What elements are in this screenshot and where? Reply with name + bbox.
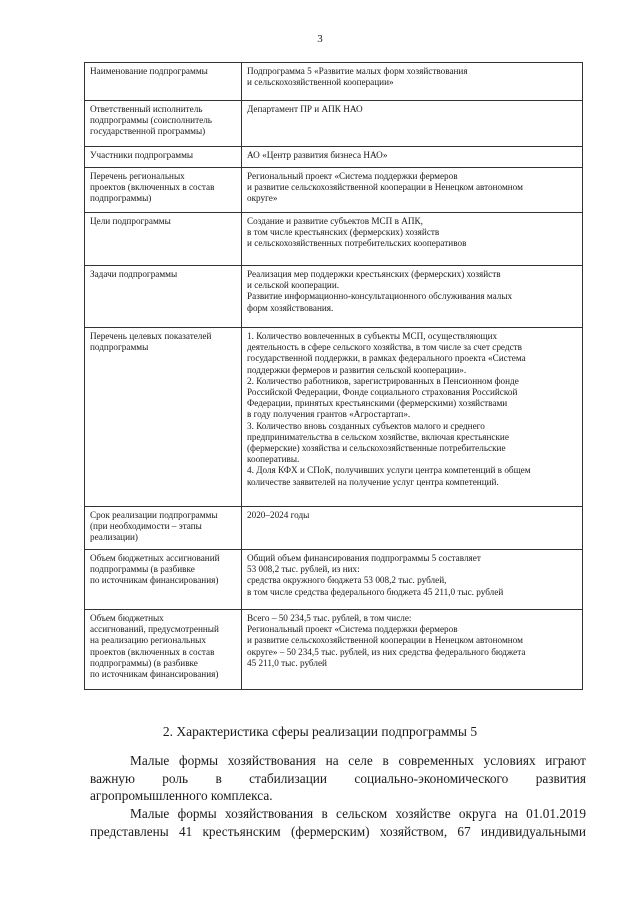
row-value-line: 3. Количество вновь созданных субъектов малого и среднего bbox=[247, 420, 485, 431]
word: округа bbox=[458, 806, 497, 821]
table-row bbox=[85, 213, 583, 266]
word: хозяйствования bbox=[227, 753, 316, 768]
word: условиях bbox=[483, 753, 536, 768]
row-label-line: ассигнований, предусмотренный bbox=[90, 624, 219, 635]
word: (фермерским) bbox=[290, 823, 370, 839]
row-value-line: поддержки фермеров и развития сельской кооперации». bbox=[247, 364, 467, 375]
row-value-line: форм хозяйствования. bbox=[247, 302, 334, 313]
row-value-line: в том числе средства федерального бюджета 45 211,0 тыс. рублей bbox=[247, 586, 504, 597]
row-value-cell bbox=[242, 168, 583, 213]
word: в bbox=[321, 806, 328, 821]
row-value-line: Федерации, принятых крестьянскими (фермерскими) хозяйствами bbox=[247, 398, 508, 409]
row-value-cell bbox=[242, 63, 583, 101]
row-label-line: Срок реализации подпрограммы bbox=[90, 510, 218, 520]
paragraph-line bbox=[90, 752, 586, 770]
row-value-line: Реализация мер поддержки крестьянских (фермерских) хозяйств bbox=[247, 269, 501, 279]
table-row bbox=[85, 328, 583, 507]
row-value-line: предпринимательства в сельском хозяйстве, включая крестьянские bbox=[247, 431, 509, 442]
row-label-cell bbox=[85, 147, 242, 168]
row-value-line: и развитие сельскохозяйственной кооперации в Ненецком автономном bbox=[247, 635, 523, 646]
row-value-line: государственной поддержки, в рамках федерального проекта «Система bbox=[247, 353, 526, 364]
row-value-line: кооперативы. bbox=[247, 454, 300, 465]
word: хозяйством, bbox=[379, 823, 448, 839]
row-value-line: 2. Количество работников, зарегистрированных в Пенсионном фонде bbox=[247, 375, 519, 386]
row-label-line: подпрограммы) bbox=[90, 193, 152, 204]
row-label-line: Перечень целевых показателей bbox=[90, 331, 212, 341]
word: развития bbox=[535, 770, 586, 786]
word: играют bbox=[545, 753, 586, 768]
row-label-line: на реализацию региональных bbox=[90, 635, 206, 646]
word: 41 bbox=[178, 823, 193, 839]
word: социально-экономического bbox=[354, 770, 509, 786]
paragraph-2 bbox=[90, 805, 586, 840]
row-label-line: Участники подпрограммы bbox=[90, 150, 194, 160]
word: хозяйстве bbox=[395, 806, 451, 821]
row-label-cell bbox=[85, 168, 242, 213]
row-value-line: количестве заявителей на получение услуг центра компетенций. bbox=[247, 476, 499, 487]
row-label-line: подпрограммы) (в разбивке bbox=[90, 657, 198, 668]
row-value-line: и сельскохозяйственной кооперации» bbox=[247, 77, 394, 88]
row-value-line: 45 211,0 тыс. рублей bbox=[247, 657, 327, 668]
row-value-cell bbox=[242, 101, 583, 147]
word: Малые bbox=[130, 753, 170, 768]
word: стабилизации bbox=[249, 770, 328, 786]
row-value-line: Региональный проект «Система поддержки фермеров bbox=[247, 624, 458, 635]
row-value-line: Всего – 50 234,5 тыс. рублей, в том числе: bbox=[247, 613, 412, 623]
word: селе bbox=[348, 753, 373, 768]
row-value-cell bbox=[242, 610, 583, 690]
row-label-cell bbox=[85, 328, 242, 507]
row-label-line: подпрограммы (в разбивке bbox=[90, 564, 195, 575]
row-label-cell bbox=[85, 63, 242, 101]
row-label-line: Цели подпрограммы bbox=[90, 216, 171, 226]
word: формы bbox=[179, 753, 219, 768]
row-value-line: 1. Количество вовлеченных в субъекты МСП, осуществляющих bbox=[247, 331, 498, 341]
row-value-line: и сельскохозяйственных потребительских кооперативов bbox=[247, 238, 467, 249]
row-label-line: проектов (включенных в состав bbox=[90, 646, 215, 657]
word: на bbox=[325, 753, 339, 768]
word: Малые bbox=[130, 806, 170, 821]
row-label-line: Объем бюджетных ассигнований bbox=[90, 553, 220, 563]
row-label-cell bbox=[85, 213, 242, 266]
row-label-cell bbox=[85, 550, 242, 610]
row-label-line: подпрограммы bbox=[90, 342, 149, 353]
word: индивидуальными bbox=[480, 823, 586, 839]
word: на bbox=[504, 806, 518, 821]
row-label-line: Наименование подпрограммы bbox=[90, 66, 208, 76]
row-value-line: Развитие информационно-консультационного обслуживания малых bbox=[247, 291, 513, 302]
row-label-cell bbox=[85, 101, 242, 147]
row-value-line: Общий объем финансирования подпрограммы 5 составляет bbox=[247, 553, 481, 563]
word: в bbox=[382, 753, 389, 768]
table-row bbox=[85, 610, 583, 690]
table-row bbox=[85, 550, 583, 610]
row-value-cell bbox=[242, 328, 583, 507]
row-value-line: 2020–2024 годы bbox=[247, 510, 310, 520]
paragraph-line bbox=[90, 787, 586, 805]
row-label-line: проектов (включенных в состав bbox=[90, 182, 215, 193]
row-value-line: Подпрограмма 5 «Развитие малых форм хозяйствования bbox=[247, 66, 468, 76]
paragraph-line bbox=[90, 823, 586, 841]
row-value-line: и развитие сельскохозяйственной кооперации в Ненецком автономном bbox=[247, 182, 523, 193]
row-value-line: 53 008,2 тыс. рублей, из них: bbox=[247, 564, 360, 575]
word: крестьянским bbox=[202, 823, 281, 839]
word: важную bbox=[90, 770, 135, 786]
word: представлены bbox=[90, 823, 169, 839]
paragraph-line bbox=[90, 805, 586, 823]
table-row bbox=[85, 147, 583, 168]
word: 01.01.2019 bbox=[526, 806, 586, 821]
row-value-line: Создание и развитие субъектов МСП в АПК, bbox=[247, 216, 423, 226]
table-row bbox=[85, 101, 583, 147]
row-label-cell bbox=[85, 610, 242, 690]
row-value-line: средства окружного бюджета 53 008,2 тыс. рублей, bbox=[247, 575, 447, 586]
row-value-line: в том числе крестьянских (фермерских) хозяйств bbox=[247, 227, 440, 238]
row-label-line: по источникам финансирования) bbox=[90, 669, 219, 680]
paragraph-1 bbox=[90, 752, 586, 805]
row-value-cell bbox=[242, 550, 583, 610]
row-value-line: (фермерские) хозяйства и сельскохозяйственные потребительские bbox=[247, 443, 506, 454]
row-label-line: Объем бюджетных bbox=[90, 613, 164, 623]
row-value-line: деятельность в сфере сельского хозяйства, в том числе за счет средств bbox=[247, 342, 522, 353]
row-value-cell bbox=[242, 147, 583, 168]
row-value-line: и сельской кооперации. bbox=[247, 280, 340, 291]
word: современных bbox=[398, 753, 474, 768]
table-row bbox=[85, 266, 583, 328]
row-value-line: Региональный проект «Система поддержки фермеров bbox=[247, 171, 458, 181]
word: в bbox=[215, 770, 222, 786]
row-label-line: Перечень региональных bbox=[90, 171, 185, 181]
row-label-line: Ответственный исполнитель bbox=[90, 104, 203, 114]
row-label-line: (при необходимости – этапы bbox=[90, 521, 202, 532]
paragraph-line bbox=[90, 770, 586, 788]
row-value-line: в году получения грантов «Агростартап». bbox=[247, 409, 411, 420]
row-value-line: Российской Федерации, Фонде социального страхования Российской bbox=[247, 387, 518, 398]
row-label-line: государственной программы) bbox=[90, 126, 206, 137]
row-value-line: округе» – 50 234,5 тыс. рублей, из них средства федерального бюджета bbox=[247, 646, 526, 657]
row-label-line: реализации) bbox=[90, 532, 138, 543]
word: формы bbox=[177, 806, 217, 821]
word: роль bbox=[162, 770, 189, 786]
table-row bbox=[85, 63, 583, 101]
row-label-cell bbox=[85, 507, 242, 550]
subprogram-passport-table bbox=[84, 62, 583, 690]
word: хозяйствования bbox=[224, 806, 314, 821]
row-value-cell bbox=[242, 266, 583, 328]
row-value-line: округе» bbox=[247, 193, 278, 204]
word: сельском bbox=[336, 806, 388, 821]
page-number: 3 bbox=[317, 33, 323, 45]
row-value-cell bbox=[242, 213, 583, 266]
section-title: 2. Характеристика сферы реализации подпрограммы 5 bbox=[162, 724, 478, 739]
row-value-cell bbox=[242, 507, 583, 550]
word: 67 bbox=[457, 823, 471, 839]
table-row bbox=[85, 168, 583, 213]
row-label-line: подпрограммы (соисполнитель bbox=[90, 115, 212, 126]
row-value-line: 4. Доля КФХ и СПоК, получивших услуги центра компетенций в общем bbox=[247, 465, 531, 476]
row-label-cell bbox=[85, 266, 242, 328]
row-label-line: Задачи подпрограммы bbox=[90, 269, 178, 279]
word: агропромышленного комплекса. bbox=[90, 788, 273, 803]
row-label-line: по источникам финансирования) bbox=[90, 575, 219, 586]
row-value-line: АО «Центр развития бизнеса НАО» bbox=[247, 150, 388, 160]
table-row bbox=[85, 507, 583, 550]
row-value-line: Департамент ПР и АПК НАО bbox=[247, 104, 363, 114]
